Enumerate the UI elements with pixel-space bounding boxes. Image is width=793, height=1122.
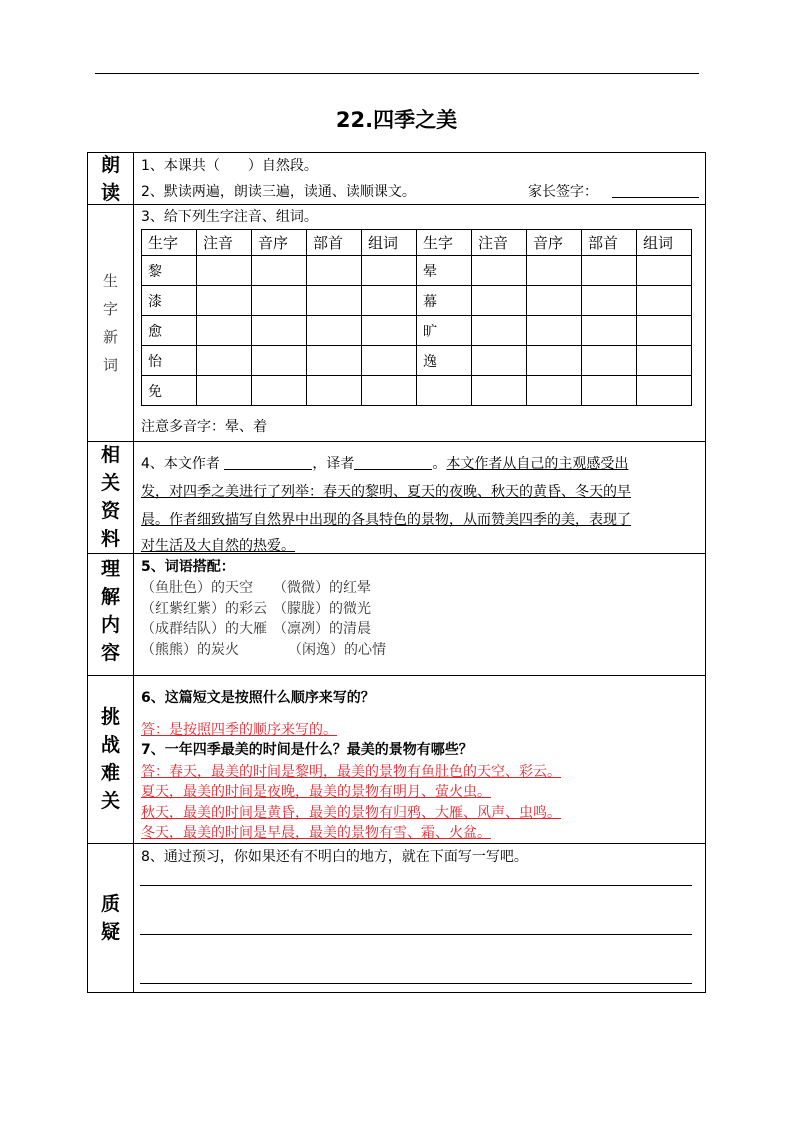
answer-cell[interactable] xyxy=(527,286,582,316)
answer-cell[interactable] xyxy=(472,376,527,406)
answer-cell[interactable] xyxy=(197,346,252,376)
answer-cell[interactable] xyxy=(637,286,692,316)
character-cell: 愈 xyxy=(142,316,197,346)
answer-cell[interactable] xyxy=(252,286,307,316)
word-pair: （成群结队）的大雁 xyxy=(141,621,267,637)
header-cell: 组词 xyxy=(637,230,692,256)
answer-cell[interactable] xyxy=(307,376,362,406)
character-cell: 晕 xyxy=(417,256,472,286)
answer-cell[interactable] xyxy=(197,286,252,316)
info-line: 晨。作者细致描写自然界中出现的各具特色的景物，从而赞美四季的美，表现了 xyxy=(141,512,631,528)
answer-cell[interactable] xyxy=(637,346,692,376)
answer-7-line: 冬天，最美的时间是早晨，最美的景物有雪、霜、火盆。 xyxy=(141,825,491,841)
header-cell: 音序 xyxy=(527,230,582,256)
question-3: 3、给下列生字注音、组词。 xyxy=(141,209,318,225)
answer-cell[interactable] xyxy=(637,256,692,286)
character-cell: 逸 xyxy=(417,346,472,376)
answer-cell[interactable] xyxy=(307,256,362,286)
answer-cell[interactable] xyxy=(472,316,527,346)
question-6: 6、这篇短文是按照什么顺序来写的？ xyxy=(141,690,375,706)
answer-cell[interactable] xyxy=(582,346,637,376)
question-4: 4、本文作者 ，译者 。本文作者从自己的主观感受出 xyxy=(141,456,629,472)
answer-cell[interactable] xyxy=(637,316,692,346)
answer-cell[interactable] xyxy=(362,286,417,316)
header-cell: 生字 xyxy=(142,230,197,256)
table-row xyxy=(142,346,692,376)
answer-cell[interactable] xyxy=(197,376,252,406)
character-cell: 怡 xyxy=(142,346,197,376)
answer-cell[interactable] xyxy=(362,376,417,406)
answer-cell[interactable] xyxy=(252,346,307,376)
section-challenge xyxy=(87,675,706,844)
header-rule xyxy=(95,73,699,74)
character-cell xyxy=(417,376,472,406)
answer-cell[interactable] xyxy=(527,376,582,406)
word-pair: （红紫红紫）的彩云 xyxy=(141,600,267,617)
answer-cell[interactable] xyxy=(362,256,417,286)
section-label: 理 解 内 容 xyxy=(88,553,134,675)
table-row xyxy=(142,316,692,346)
character-cell: 黎 xyxy=(142,256,197,286)
character-cell: 免 xyxy=(142,376,197,406)
answer-line[interactable] xyxy=(140,885,692,886)
character-cell: 旷 xyxy=(417,316,472,346)
header-cell: 注音 xyxy=(472,230,527,256)
word-pair: （鱼肚色）的天空 xyxy=(141,580,253,596)
section-label: 质 疑 xyxy=(88,843,134,992)
answer-cell[interactable] xyxy=(527,316,582,346)
section-reading xyxy=(87,152,706,205)
answer-cell[interactable] xyxy=(582,376,637,406)
table-row xyxy=(142,286,692,316)
table-header-row xyxy=(142,230,692,256)
question-5: 5、词语搭配： xyxy=(141,559,235,575)
header-cell: 部首 xyxy=(582,230,637,256)
character-table xyxy=(141,229,692,406)
answer-cell[interactable] xyxy=(472,286,527,316)
question-2: 2、默读两遍，朗读三遍，读通、读顺课文。 xyxy=(141,184,416,200)
answer-6: 答：是按照四季的顺序来写的。 xyxy=(141,722,337,738)
header-cell: 组词 xyxy=(362,230,417,256)
answer-cell[interactable] xyxy=(582,316,637,346)
polyphone-note: 注意多音字：晕、着 xyxy=(141,419,267,435)
answer-cell[interactable] xyxy=(472,256,527,286)
answer-cell[interactable] xyxy=(307,316,362,346)
word-pair: （朦胧）的微光 xyxy=(273,600,371,617)
page-title: 22.四季之美 xyxy=(335,108,458,132)
answer-cell[interactable] xyxy=(252,376,307,406)
answer-cell[interactable] xyxy=(252,316,307,346)
answer-7-line: 答：春天，最美的时间是黎明，最美的景物有鱼肚色的天空、彩云。 xyxy=(141,764,561,780)
character-cell: 幕 xyxy=(417,286,472,316)
section-label: 生 字 新 词 xyxy=(88,204,134,441)
answer-cell[interactable] xyxy=(197,316,252,346)
section-label: 相 关 资 料 xyxy=(88,441,134,553)
parent-signature-field[interactable] xyxy=(612,197,699,198)
answer-cell[interactable] xyxy=(527,256,582,286)
question-7: 7、一年四季最美的时间是什么？最美的景物有哪些？ xyxy=(141,742,473,758)
answer-7-line: 秋天，最美的时间是黄昏，最美的景物有归鸦、大雁、风声、虫鸣。 xyxy=(141,805,561,821)
info-line: 对生活及大自然的热爱。 xyxy=(141,538,295,554)
table-row xyxy=(142,376,692,406)
header-cell: 注音 xyxy=(197,230,252,256)
header-cell: 音序 xyxy=(252,230,307,256)
answer-cell[interactable] xyxy=(307,346,362,376)
answer-cell[interactable] xyxy=(582,256,637,286)
answer-cell[interactable] xyxy=(637,376,692,406)
answer-cell[interactable] xyxy=(307,286,362,316)
answer-cell[interactable] xyxy=(527,346,582,376)
answer-line[interactable] xyxy=(140,934,692,935)
question-1: 1、本课共（ ）自然段。 xyxy=(141,158,318,174)
answer-cell[interactable] xyxy=(582,286,637,316)
word-pair: （微微）的红晕 xyxy=(273,580,371,596)
table-row xyxy=(142,256,692,286)
header-cell: 生字 xyxy=(417,230,472,256)
answer-line[interactable] xyxy=(140,983,692,984)
word-pair: （闲逸）的心情 xyxy=(288,641,386,658)
section-new-words xyxy=(87,204,706,442)
section-label: 挑 战 难 关 xyxy=(88,675,134,843)
header-cell: 部首 xyxy=(307,230,362,256)
author-field[interactable] xyxy=(224,455,312,470)
answer-cell[interactable] xyxy=(362,346,417,376)
answer-cell[interactable] xyxy=(252,256,307,286)
section-questions xyxy=(87,843,706,993)
answer-cell[interactable] xyxy=(472,346,527,376)
answer-cell[interactable] xyxy=(362,316,417,346)
answer-7-line: 夏天，最美的时间是夜晚，最美的景物有明月、萤火虫。 xyxy=(141,784,491,800)
section-info xyxy=(87,441,706,554)
translator-field[interactable] xyxy=(354,455,432,470)
word-pair: （熊熊）的炭火 xyxy=(141,641,239,658)
answer-cell[interactable] xyxy=(197,256,252,286)
question-8: 8、通过预习，你如果还有不明白的地方，就在下面写一写吧。 xyxy=(141,849,528,865)
character-cell: 漆 xyxy=(142,286,197,316)
parent-signature-label: 家长签字： xyxy=(528,184,598,200)
word-pair: （凛冽）的清晨 xyxy=(273,621,371,637)
info-line: 发，对四季之美进行了列举：春天的黎明、夏天的夜晚、秋天的黄昏、冬天的早 xyxy=(141,484,631,500)
section-understand xyxy=(87,553,706,676)
section-label: 朗 读 xyxy=(88,153,134,204)
